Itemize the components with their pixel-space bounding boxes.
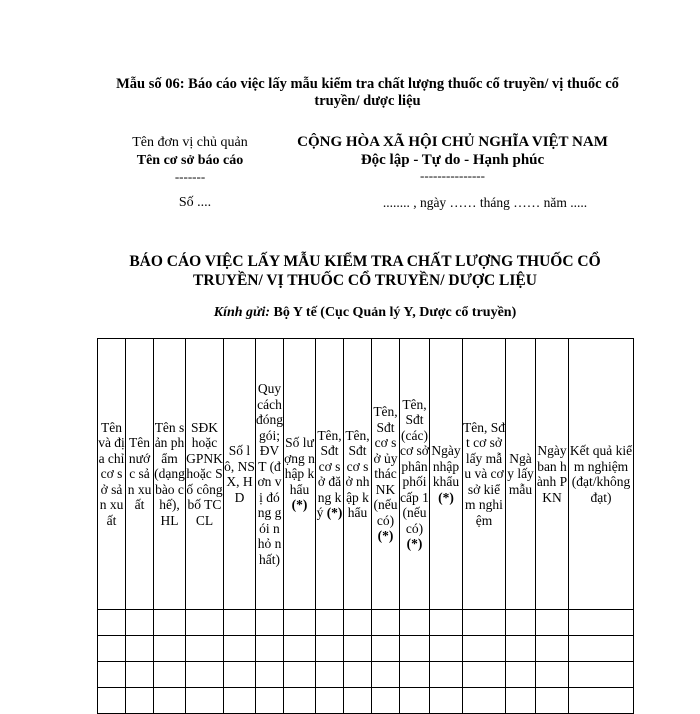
- header-right: [280, 133, 625, 183]
- table-cell[interactable]: [372, 688, 400, 714]
- recipient-value: Bộ Y tế (Cục Quản lý Y, Dược cổ truyền): [273, 305, 517, 320]
- table-cell[interactable]: [284, 610, 316, 636]
- table-cell[interactable]: [344, 610, 372, 636]
- column-header-label: Tên sản phẩm (dạng bào chế), HL: [154, 419, 185, 528]
- column-header-label: Kết quả kiểm nghiệm (đạt/không đạt): [569, 443, 633, 505]
- table-cell[interactable]: [400, 688, 430, 714]
- document-number: Số ....: [178, 195, 212, 210]
- table-cell[interactable]: [186, 662, 224, 688]
- table-cell[interactable]: [316, 610, 344, 636]
- table-cell[interactable]: [154, 662, 186, 688]
- table-cell[interactable]: [284, 688, 316, 714]
- column-header-note: (*): [438, 489, 454, 505]
- table-cell[interactable]: [256, 636, 284, 662]
- header-right-separator: ---------------: [420, 168, 485, 183]
- table-cell[interactable]: [536, 636, 569, 662]
- table-cell[interactable]: [256, 610, 284, 636]
- table-cell[interactable]: [126, 610, 154, 636]
- column-header-label: Số lượng nhập khẩu: [284, 435, 315, 497]
- column-header: [224, 339, 256, 610]
- column-header-label: Ngày nhập khẩu: [431, 443, 461, 489]
- report-title: BÁO CÁO VIỆC LẤY MẪU KIỂM TRA CHẤT LƯỢNG THUỐC CỔ TRUYỀN/ VỊ THUỐC CỔ TRUYỀN/ DƯỢC LIỆU: [129, 253, 601, 289]
- table-cell[interactable]: [224, 688, 256, 714]
- column-header: [126, 339, 154, 610]
- column-header-note: (*): [291, 497, 308, 513]
- column-header-label: Số lô, NSX, HD: [224, 443, 255, 505]
- column-header: [256, 339, 284, 610]
- table-cell[interactable]: [98, 662, 126, 688]
- table-cell[interactable]: [506, 610, 536, 636]
- table-cell[interactable]: [430, 662, 463, 688]
- column-header-note: (*): [406, 536, 423, 551]
- table-cell[interactable]: [316, 688, 344, 714]
- table-cell[interactable]: [569, 636, 634, 662]
- table-cell[interactable]: [316, 636, 344, 662]
- table-row: [98, 662, 634, 688]
- column-header: [506, 339, 536, 610]
- table-cell[interactable]: [536, 662, 569, 688]
- table-cell[interactable]: [569, 662, 634, 688]
- table-cell[interactable]: [372, 636, 400, 662]
- column-header-label: SĐK hoặc GPNK hoặc Số công bố TCCL: [186, 419, 223, 528]
- table-cell[interactable]: [316, 662, 344, 688]
- table-cell[interactable]: [98, 636, 126, 662]
- table-cell[interactable]: [430, 688, 463, 714]
- table-row: [98, 610, 634, 636]
- column-header-label: Tên và địa chỉ cơ sở sản xuất: [98, 419, 125, 528]
- table-cell[interactable]: [463, 662, 506, 688]
- parent-unit-name: Tên đơn vị chủ quản: [132, 135, 248, 150]
- table-cell[interactable]: [186, 636, 224, 662]
- table-cell[interactable]: [154, 688, 186, 714]
- header-left-separator: -------: [174, 169, 206, 184]
- column-header: [372, 339, 400, 610]
- column-header-label: Tên, Sđt (các) cơ sở phân phối cấp 1 (nếu có): [400, 396, 429, 536]
- column-header-label: Ngày ban hành PKN: [536, 443, 568, 505]
- header-left: [100, 134, 280, 184]
- table-cell[interactable]: [400, 662, 430, 688]
- table-row: [98, 636, 634, 662]
- recipient-line: [150, 305, 580, 321]
- column-header-label: Tên, Sđt cơ sở đăng ký: [316, 427, 342, 520]
- table-cell[interactable]: [569, 688, 634, 714]
- table-cell[interactable]: [536, 610, 569, 636]
- table-cell[interactable]: [463, 610, 506, 636]
- column-header: [154, 339, 186, 610]
- column-header-label: Tên, Sđt cơ sở ủy thác NK (nếu có): [373, 404, 398, 528]
- table-cell[interactable]: [98, 688, 126, 714]
- table-cell[interactable]: [536, 688, 569, 714]
- table-cell[interactable]: [126, 636, 154, 662]
- column-header: [98, 339, 126, 610]
- table-cell[interactable]: [400, 636, 430, 662]
- column-header-label: Tên, Sđt cơ sở nhập khẩu: [345, 427, 370, 520]
- table-cell[interactable]: [430, 610, 463, 636]
- table-cell[interactable]: [186, 610, 224, 636]
- table-cell[interactable]: [344, 688, 372, 714]
- table-cell[interactable]: [284, 662, 316, 688]
- table-cell[interactable]: [400, 610, 430, 636]
- table-cell[interactable]: [256, 688, 284, 714]
- column-header: [400, 339, 430, 610]
- table-cell[interactable]: [506, 662, 536, 688]
- column-header-note: (*): [326, 505, 343, 520]
- column-header: [344, 339, 372, 610]
- table-cell[interactable]: [186, 688, 224, 714]
- column-header-label: Quy cách đóng gói; ĐVT (đơn vị đóng gói nhỏ nhất): [256, 381, 283, 567]
- national-motto: Độc lập - Tự do - Hạnh phúc: [360, 152, 545, 168]
- recipient-label: Kính gửi:: [213, 305, 270, 320]
- table-cell[interactable]: [430, 636, 463, 662]
- column-header-label: Tên nước sản xuất: [127, 435, 152, 513]
- column-header: [316, 339, 344, 610]
- report-table: [97, 338, 634, 714]
- column-header: [430, 339, 463, 610]
- column-header: [463, 339, 506, 610]
- column-header: [536, 339, 569, 610]
- table-cell[interactable]: [344, 662, 372, 688]
- column-header: [569, 339, 634, 610]
- table-cell[interactable]: [224, 636, 256, 662]
- table-cell[interactable]: [224, 662, 256, 688]
- table-cell[interactable]: [344, 636, 372, 662]
- table-cell[interactable]: [569, 610, 634, 636]
- table-cell[interactable]: [224, 610, 256, 636]
- table-cell[interactable]: [372, 610, 400, 636]
- table-cell[interactable]: [154, 636, 186, 662]
- table-body: [98, 610, 634, 714]
- date-line: ........ , ngày …… tháng …… năm .....: [382, 195, 588, 210]
- table-cell[interactable]: [372, 662, 400, 688]
- table-cell[interactable]: [284, 636, 316, 662]
- table-cell[interactable]: [126, 688, 154, 714]
- table-cell[interactable]: [506, 688, 536, 714]
- column-header-label: Tên, Sđt cơ sở lấy mẫu và cơ sở kiểm nghiệm: [463, 419, 505, 528]
- table-cell[interactable]: [463, 636, 506, 662]
- table-cell[interactable]: [126, 662, 154, 688]
- reporting-unit-name: Tên cơ sở báo cáo: [136, 153, 244, 168]
- table-row: [98, 688, 634, 714]
- national-title: CỘNG HÒA XÃ HỘI CHỦ NGHĨA VIỆT NAM: [297, 134, 608, 150]
- table-cell[interactable]: [256, 662, 284, 688]
- table-cell[interactable]: [154, 610, 186, 636]
- table-header-row: [98, 339, 634, 610]
- table-cell[interactable]: [463, 688, 506, 714]
- column-header-note: (*): [377, 528, 394, 544]
- column-header: [186, 339, 224, 610]
- table-cell[interactable]: [506, 636, 536, 662]
- form-title: Mẫu số 06: Báo cáo việc lấy mẫu kiểm tra chất lượng thuốc cổ truyền/ vị thuốc cổ truyền/ dược liệu: [116, 76, 619, 109]
- column-header-label: Ngày lấy mẫu: [507, 450, 534, 497]
- table-cell[interactable]: [98, 610, 126, 636]
- column-header: [284, 339, 316, 610]
